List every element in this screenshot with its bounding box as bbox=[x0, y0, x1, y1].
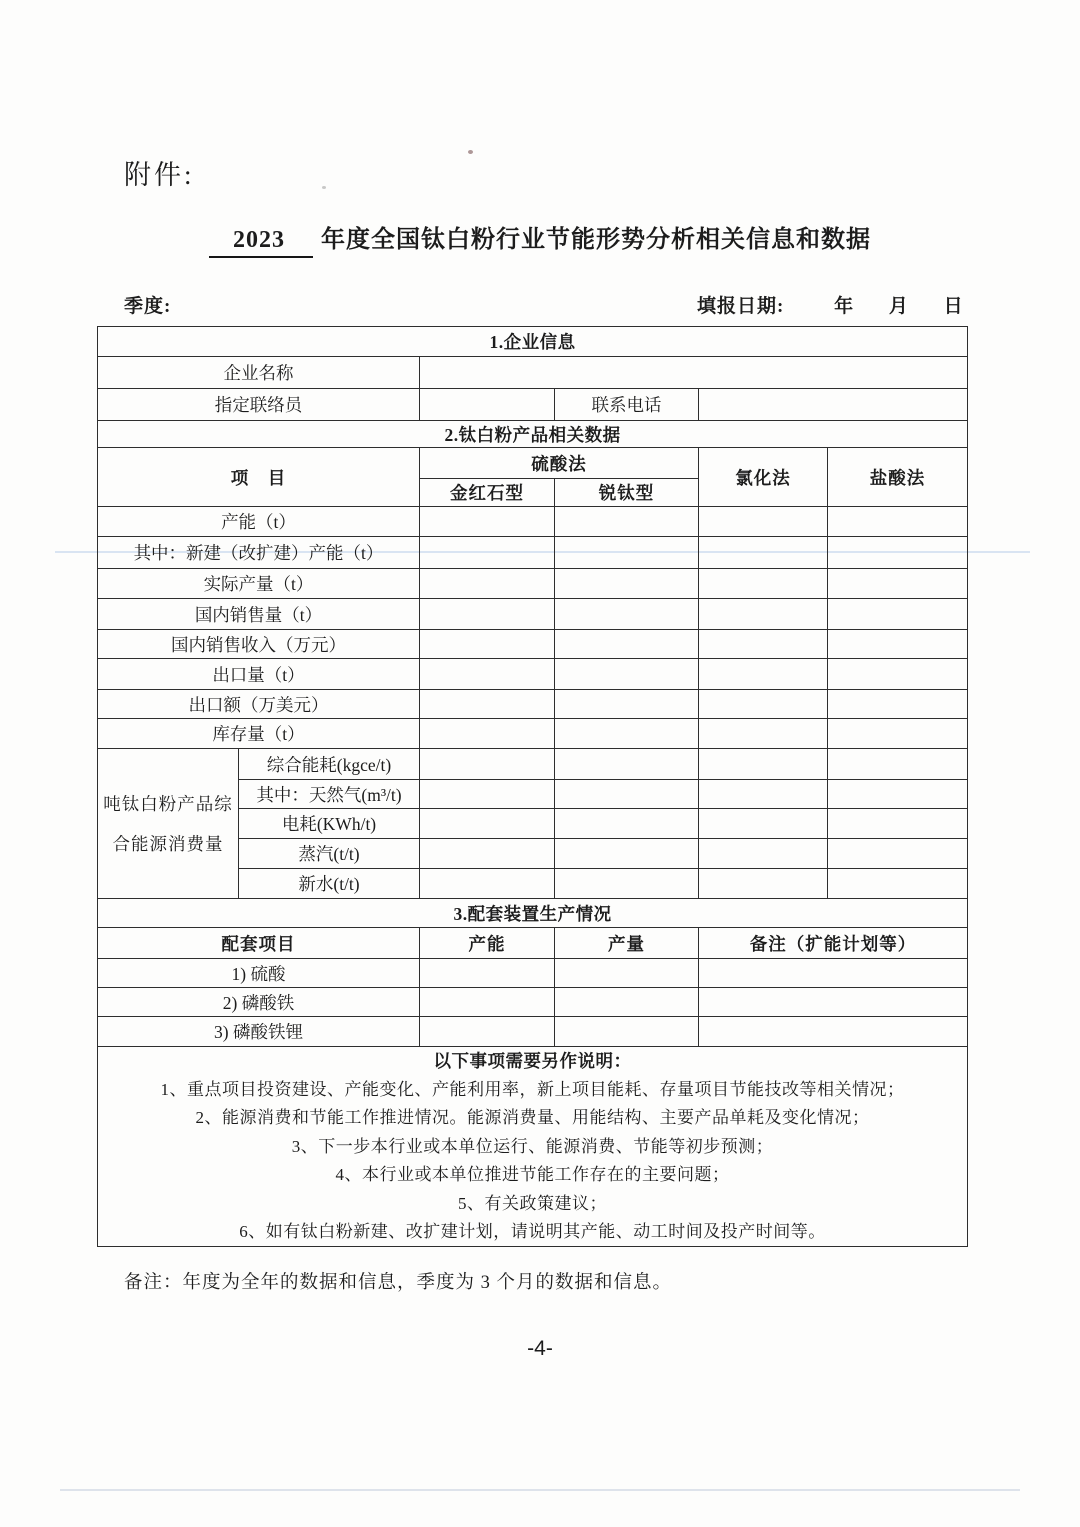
title-text: 年度全国钛白粉行业节能形势分析相关信息和数据 bbox=[321, 227, 871, 253]
row-label: 实际产量（t） bbox=[98, 569, 420, 599]
blank-cell bbox=[828, 569, 968, 599]
table-row bbox=[98, 569, 968, 599]
energy-group-line1: 吨钛白粉产品综 bbox=[103, 793, 233, 814]
blank-cell bbox=[420, 630, 555, 659]
blank-cell bbox=[420, 780, 555, 809]
table-row bbox=[98, 537, 968, 569]
blank-cell bbox=[699, 659, 828, 690]
blank-cell bbox=[555, 719, 699, 749]
table-row bbox=[98, 327, 968, 357]
column-header-rutile: 金红石型 bbox=[420, 479, 555, 507]
row-label: 出口量（t） bbox=[98, 659, 420, 690]
row-label: 1) 硫酸 bbox=[98, 959, 420, 988]
scan-artifact-line bbox=[60, 1489, 1020, 1491]
column-header-sulfuric: 硫酸法 bbox=[420, 448, 699, 479]
table-row bbox=[98, 749, 968, 780]
blank-cell bbox=[420, 599, 555, 630]
blank-cell bbox=[828, 630, 968, 659]
phone-label: 联系电话 bbox=[555, 389, 699, 421]
blank-cell bbox=[555, 507, 699, 537]
blank-cell bbox=[699, 1017, 968, 1047]
row-label: 综合能耗(kgce/t) bbox=[239, 749, 420, 780]
blank-cell bbox=[699, 809, 828, 839]
table-row bbox=[98, 899, 968, 928]
column-header-anatase: 锐钛型 bbox=[555, 479, 699, 507]
note-item: 4、本行业或本单位推进节能工作存在的主要问题； bbox=[335, 1165, 730, 1185]
row-label: 库存量（t） bbox=[98, 719, 420, 749]
company-name-label: 企业名称 bbox=[98, 357, 420, 389]
blank-cell bbox=[420, 690, 555, 719]
blank-cell bbox=[699, 537, 828, 569]
blank-cell bbox=[828, 809, 968, 839]
note-item: 6、如有钛白粉新建、改扩建计划，请说明其产能、动工时间及投产时间等。 bbox=[239, 1222, 826, 1242]
blank-cell bbox=[699, 780, 828, 809]
blank-cell bbox=[828, 659, 968, 690]
row-label: 出口额（万美元） bbox=[98, 690, 420, 719]
blank-cell bbox=[699, 959, 968, 988]
row-label: 国内销售量（t） bbox=[98, 599, 420, 630]
blank-cell bbox=[420, 569, 555, 599]
fill-date-row bbox=[697, 291, 964, 318]
blank-cell bbox=[699, 599, 828, 630]
column-header-hydrochloric: 盐酸法 bbox=[828, 448, 968, 507]
fill-date-label: 填报日期: bbox=[697, 296, 785, 317]
section3-title: 3.配套装置生产情况 bbox=[98, 899, 968, 928]
blank-cell bbox=[555, 959, 699, 988]
footer-remark: 备注：年度为全年的数据和信息，季度为 3 个月的数据和信息。 bbox=[124, 1273, 673, 1293]
note-item: 2、能源消费和节能工作推进情况。能源消费量、用能结构、主要产品单耗及变化情况； bbox=[195, 1108, 870, 1128]
blank-cell bbox=[699, 749, 828, 780]
blank-cell bbox=[699, 839, 828, 869]
blank-cell bbox=[555, 659, 699, 690]
blank-cell bbox=[699, 569, 828, 599]
blank-cell bbox=[555, 988, 699, 1017]
date-day-label: 日 bbox=[943, 296, 964, 317]
blank-cell bbox=[828, 839, 968, 869]
blank-cell bbox=[420, 988, 555, 1017]
column-header-output: 产量 bbox=[555, 928, 699, 959]
quarter-label: 季度: bbox=[124, 296, 172, 317]
row-label: 2) 磷酸铁 bbox=[98, 988, 420, 1017]
blank-cell bbox=[828, 869, 968, 899]
row-label: 其中：天然气(m³/t) bbox=[239, 780, 420, 809]
table-row bbox=[98, 599, 968, 630]
blank-cell bbox=[699, 719, 828, 749]
row-label: 其中：新建（改扩建）产能（t） bbox=[98, 537, 420, 569]
column-header-item: 项 目 bbox=[98, 448, 420, 507]
blank-cell bbox=[420, 749, 555, 780]
row-label: 国内销售收入（万元） bbox=[98, 630, 420, 659]
blank-cell bbox=[555, 569, 699, 599]
section1-title: 1.企业信息 bbox=[98, 327, 968, 357]
blank-cell bbox=[699, 507, 828, 537]
table-row bbox=[98, 389, 968, 421]
document-title bbox=[0, 219, 1080, 254]
date-year-label: 年 bbox=[834, 296, 855, 317]
blank-cell bbox=[828, 537, 968, 569]
phone-field bbox=[699, 389, 968, 421]
energy-group-line2: 合能源消费量 bbox=[112, 833, 224, 854]
blank-cell bbox=[420, 507, 555, 537]
energy-group-label bbox=[98, 749, 239, 899]
note-item: 1、重点项目投资建设、产能变化、产能利用率，新上项目能耗、存量项目节能技改等相关情况； bbox=[160, 1080, 905, 1099]
section2-title: 2.钛白粉产品相关数据 bbox=[98, 421, 968, 448]
blank-cell bbox=[699, 630, 828, 659]
attachment-label: 附件: bbox=[124, 160, 195, 190]
table-row bbox=[98, 507, 968, 537]
blank-cell bbox=[555, 809, 699, 839]
table-row bbox=[98, 928, 968, 959]
blank-cell bbox=[555, 839, 699, 869]
blank-cell bbox=[699, 690, 828, 719]
notes-block bbox=[98, 1047, 968, 1247]
table-row bbox=[98, 448, 968, 479]
table-row bbox=[98, 630, 968, 659]
blank-cell bbox=[555, 749, 699, 780]
blank-cell bbox=[555, 869, 699, 899]
blank-cell bbox=[828, 780, 968, 809]
blank-cell bbox=[420, 719, 555, 749]
row-label: 电耗(KWh/t) bbox=[239, 809, 420, 839]
blank-cell bbox=[555, 780, 699, 809]
blank-cell bbox=[699, 988, 968, 1017]
date-month-label: 月 bbox=[888, 296, 909, 317]
column-header-support-item: 配套项目 bbox=[98, 928, 420, 959]
table-row bbox=[98, 719, 968, 749]
blank-cell bbox=[828, 719, 968, 749]
table-row bbox=[98, 959, 968, 988]
table-row bbox=[98, 357, 968, 389]
liaison-field bbox=[420, 389, 555, 421]
notes-title: 以下事项需要另作说明： bbox=[433, 1051, 632, 1071]
row-label: 3) 磷酸铁锂 bbox=[98, 1017, 420, 1047]
blank-cell bbox=[420, 839, 555, 869]
note-item: 3、下一步本行业或本单位运行、能源消费、节能等初步预测； bbox=[291, 1136, 774, 1156]
column-header-remark: 备注（扩能计划等） bbox=[699, 928, 968, 959]
blank-cell bbox=[555, 1017, 699, 1047]
company-name-field bbox=[420, 357, 968, 389]
blank-cell bbox=[828, 507, 968, 537]
scan-speck bbox=[468, 150, 473, 154]
scan-speck bbox=[322, 186, 326, 189]
note-item: 5、有关政策建议； bbox=[458, 1193, 608, 1213]
blank-cell bbox=[828, 749, 968, 780]
blank-cell bbox=[555, 537, 699, 569]
blank-cell bbox=[555, 599, 699, 630]
row-label: 新水(t/t) bbox=[239, 869, 420, 899]
blank-cell bbox=[555, 630, 699, 659]
form-table bbox=[97, 326, 968, 1247]
table-row bbox=[98, 659, 968, 690]
blank-cell bbox=[420, 659, 555, 690]
page-number: -4- bbox=[527, 1337, 553, 1360]
title-year-underlined: 2023 bbox=[209, 227, 313, 258]
column-header-chloride: 氯化法 bbox=[699, 448, 828, 507]
table-row bbox=[98, 1017, 968, 1047]
row-label: 产能（t） bbox=[98, 507, 420, 537]
blank-cell bbox=[555, 690, 699, 719]
blank-cell bbox=[420, 1017, 555, 1047]
blank-cell bbox=[699, 869, 828, 899]
blank-cell bbox=[420, 959, 555, 988]
table-row bbox=[98, 690, 968, 719]
table-row bbox=[98, 1047, 968, 1247]
column-header-capacity: 产能 bbox=[420, 928, 555, 959]
blank-cell bbox=[828, 599, 968, 630]
blank-cell bbox=[420, 869, 555, 899]
blank-cell bbox=[828, 690, 968, 719]
table-row bbox=[98, 421, 968, 448]
blank-cell bbox=[420, 537, 555, 569]
row-label: 蒸汽(t/t) bbox=[239, 839, 420, 869]
blank-cell bbox=[420, 809, 555, 839]
table-row bbox=[98, 988, 968, 1017]
liaison-label: 指定联络员 bbox=[98, 389, 420, 421]
